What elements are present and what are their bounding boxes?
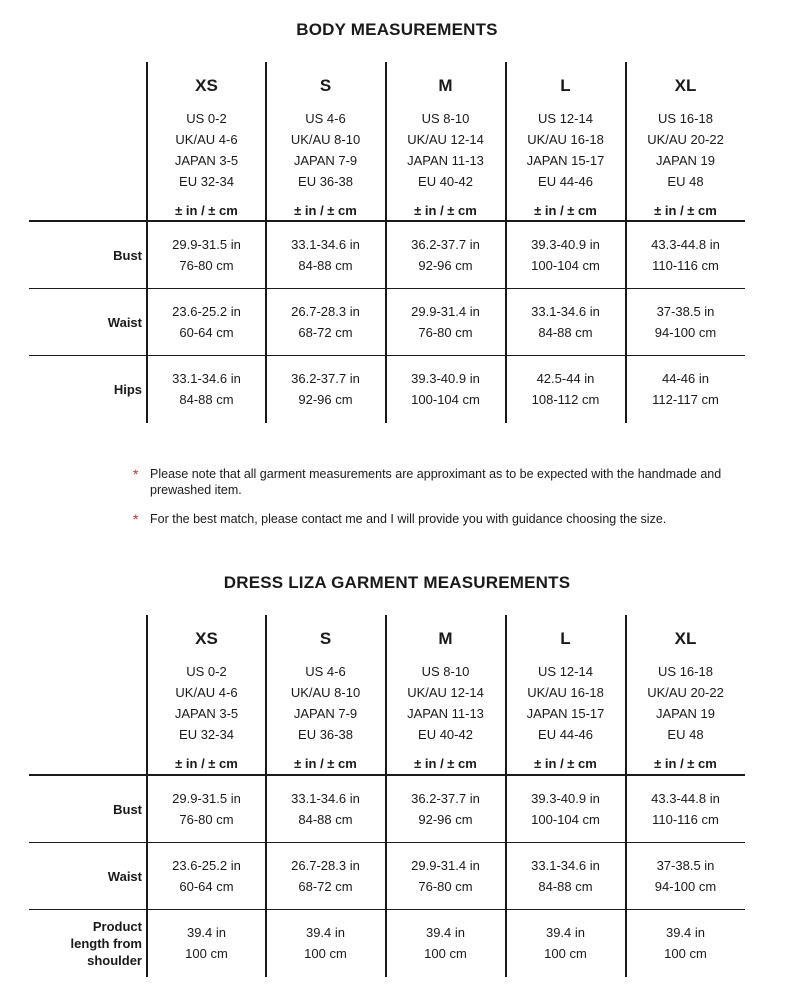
cell-cm: 100-104 cm (531, 258, 600, 273)
size-eu: EU 44-46 (538, 727, 593, 742)
size-uk-au: UK/AU 12-14 (407, 132, 484, 147)
row-label-hips (29, 356, 142, 422)
table-cell (147, 356, 266, 422)
cell-inches: 26.7-28.3 in (291, 304, 360, 319)
size-eu: EU 40-42 (418, 174, 473, 189)
cell-inches: 23.6-25.2 in (172, 858, 241, 873)
cell-cm: 100 cm (304, 946, 347, 961)
size-header-l (506, 74, 625, 220)
table-cell (386, 289, 505, 355)
size-header-s (266, 74, 385, 220)
size-japan: JAPAN 19 (655, 153, 715, 168)
row-label-line: Product (92, 918, 142, 934)
cell-cm: 110-116 cm (652, 812, 719, 827)
size-japan: JAPAN 7-9 (293, 153, 358, 168)
size-name: XL (674, 629, 697, 648)
cell-inches: 39.3-40.9 in (531, 237, 600, 252)
table-cell (506, 289, 625, 355)
table-cell (266, 843, 385, 909)
row-label-product-length (29, 910, 142, 976)
size-japan: JAPAN 11-13 (407, 706, 484, 721)
row-label-text: Bust (113, 247, 142, 263)
row-label-bust (29, 222, 142, 288)
cell-inches: 39.4 in (305, 925, 346, 940)
row-label-text: Waist (107, 868, 142, 884)
cell-cm: 68-72 cm (298, 879, 353, 894)
table-cell (386, 910, 505, 976)
cell-inches: 42.5-44 in (536, 371, 595, 386)
cell-cm: 108-112 cm (531, 392, 600, 407)
size-eu: EU 48 (667, 727, 704, 742)
table-cell (266, 222, 385, 288)
cell-cm: 76-80 cm (179, 258, 234, 273)
cell-inches: 39.3-40.9 in (411, 371, 480, 386)
cell-inches: 33.1-34.6 in (291, 791, 360, 806)
asterisk-marker: * (133, 511, 139, 527)
size-us: US 12-14 (538, 111, 593, 126)
cell-inches: 44-46 in (662, 371, 709, 386)
cell-cm: 100 cm (424, 946, 467, 961)
table-cell (386, 843, 505, 909)
size-us: US 16-18 (658, 111, 713, 126)
cell-cm: 76-80 cm (418, 879, 473, 894)
cell-inches: 29.9-31.4 in (411, 858, 480, 873)
cell-cm: 100-104 cm (411, 392, 480, 407)
row-label-text: Hips (113, 381, 142, 397)
size-uk-au: UK/AU 4-6 (175, 685, 238, 700)
cell-cm: 84-88 cm (179, 392, 234, 407)
size-eu: EU 48 (667, 174, 704, 189)
size-japan: JAPAN 3-5 (174, 706, 239, 721)
row-label-bust (29, 776, 142, 842)
size-header-xs (147, 627, 266, 773)
size-japan: JAPAN 15-17 (526, 153, 605, 168)
cell-inches: 29.9-31.5 in (172, 791, 241, 806)
cell-inches: 33.1-34.6 in (531, 858, 600, 873)
table-cell (626, 910, 745, 976)
size-header-xl (626, 74, 745, 220)
size-japan: JAPAN 11-13 (407, 153, 484, 168)
size-eu: EU 40-42 (418, 727, 473, 742)
unit-label: ± in / ± cm (294, 203, 357, 218)
cell-cm: 84-88 cm (298, 812, 353, 827)
unit-label: ± in / ± cm (175, 756, 238, 771)
size-us: US 4-6 (305, 111, 346, 126)
cell-cm: 76-80 cm (179, 812, 234, 827)
note-text: Please note that all garment measurements are approximant as to be expected with the handmade and prewashed item. (150, 467, 722, 497)
row-label-text: Bust (113, 801, 142, 817)
cell-inches: 36.2-37.7 in (411, 791, 480, 806)
size-japan: JAPAN 19 (655, 706, 715, 721)
cell-cm: 92-96 cm (298, 392, 353, 407)
table-cell (626, 776, 745, 842)
unit-label: ± in / ± cm (414, 203, 477, 218)
cell-inches: 37-38.5 in (656, 304, 715, 319)
unit-label: ± in / ± cm (175, 203, 238, 218)
cell-cm: 92-96 cm (418, 812, 473, 827)
table-cell (506, 222, 625, 288)
asterisk-marker: * (133, 466, 139, 482)
cell-inches: 43.3-44.8 in (651, 237, 720, 252)
size-name: S (319, 76, 332, 95)
table-cell (506, 356, 625, 422)
size-eu: EU 32-34 (179, 727, 234, 742)
cell-inches: 29.9-31.4 in (411, 304, 480, 319)
size-us: US 4-6 (305, 664, 346, 679)
cell-inches: 39.3-40.9 in (531, 791, 600, 806)
cell-cm: 84-88 cm (538, 879, 593, 894)
size-name: M (438, 76, 453, 95)
size-eu: EU 44-46 (538, 174, 593, 189)
cell-cm: 60-64 cm (179, 325, 234, 340)
table-cell (266, 910, 385, 976)
cell-cm: 68-72 cm (298, 325, 353, 340)
size-us: US 8-10 (421, 664, 470, 679)
cell-cm: 84-88 cm (538, 325, 593, 340)
cell-inches: 23.6-25.2 in (172, 304, 241, 319)
unit-label: ± in / ± cm (534, 756, 597, 771)
table-cell (147, 776, 266, 842)
garment-measurements-title: DRESS LIZA GARMENT MEASUREMENTS (223, 573, 571, 592)
table-cell (386, 356, 505, 422)
cell-cm: 60-64 cm (179, 879, 234, 894)
size-name: L (560, 629, 571, 648)
table-cell (626, 289, 745, 355)
size-japan: JAPAN 15-17 (526, 706, 605, 721)
cell-inches: 36.2-37.7 in (411, 237, 480, 252)
table-cell (626, 843, 745, 909)
size-japan: JAPAN 3-5 (174, 153, 239, 168)
row-label-line: length from (70, 935, 142, 951)
table-cell (386, 222, 505, 288)
cell-cm: 84-88 cm (298, 258, 353, 273)
cell-inches: 33.1-34.6 in (531, 304, 600, 319)
size-us: US 8-10 (421, 111, 470, 126)
cell-inches: 33.1-34.6 in (172, 371, 241, 386)
row-label-line: shoulder (87, 952, 142, 968)
cell-cm: 100-104 cm (531, 812, 600, 827)
unit-label: ± in / ± cm (294, 756, 357, 771)
size-header-xl (626, 627, 745, 773)
size-name: M (438, 629, 453, 648)
size-uk-au: UK/AU 16-18 (527, 685, 604, 700)
table-cell (266, 289, 385, 355)
cell-cm: 112-117 cm (652, 392, 719, 407)
table-cell (266, 356, 385, 422)
cell-cm: 76-80 cm (418, 325, 473, 340)
cell-cm: 92-96 cm (418, 258, 473, 273)
cell-inches: 37-38.5 in (656, 858, 715, 873)
row-label-waist (29, 843, 142, 909)
size-uk-au: UK/AU 4-6 (175, 132, 238, 147)
size-eu: EU 32-34 (179, 174, 234, 189)
unit-label: ± in / ± cm (654, 203, 717, 218)
unit-label: ± in / ± cm (534, 203, 597, 218)
size-uk-au: UK/AU 8-10 (290, 132, 361, 147)
size-name: XS (195, 76, 218, 95)
size-eu: EU 36-38 (298, 727, 353, 742)
size-us: US 12-14 (538, 664, 593, 679)
size-uk-au: UK/AU 12-14 (407, 685, 484, 700)
size-header-xs (147, 74, 266, 220)
size-uk-au: UK/AU 16-18 (527, 132, 604, 147)
cell-inches: 39.4 in (186, 925, 227, 940)
table-cell (506, 843, 625, 909)
table-cell (147, 222, 266, 288)
row-label-waist (29, 289, 142, 355)
size-name: XS (195, 629, 218, 648)
size-us: US 16-18 (658, 664, 713, 679)
table-cell (147, 910, 266, 976)
table-cell (386, 776, 505, 842)
table-cell (506, 910, 625, 976)
table-cell (506, 776, 625, 842)
cell-inches: 33.1-34.6 in (291, 237, 360, 252)
unit-label: ± in / ± cm (654, 756, 717, 771)
table-cell (626, 356, 745, 422)
size-uk-au: UK/AU 20-22 (647, 685, 724, 700)
table-cell (626, 222, 745, 288)
cell-inches: 39.4 in (545, 925, 586, 940)
size-name: S (319, 629, 332, 648)
cell-cm: 110-116 cm (652, 258, 719, 273)
cell-inches: 29.9-31.5 in (172, 237, 241, 252)
size-name: L (560, 76, 571, 95)
body-measurements-title: BODY MEASUREMENTS (296, 20, 498, 39)
cell-cm: 100 cm (185, 946, 228, 961)
cell-inches: 43.3-44.8 in (651, 791, 720, 806)
cell-inches: 36.2-37.7 in (291, 371, 360, 386)
cell-inches: 26.7-28.3 in (291, 858, 360, 873)
cell-cm: 100 cm (544, 946, 587, 961)
cell-inches: 39.4 in (425, 925, 466, 940)
size-uk-au: UK/AU 8-10 (290, 685, 361, 700)
cell-cm: 94-100 cm (654, 325, 717, 340)
cell-inches: 39.4 in (665, 925, 706, 940)
table-cell (266, 776, 385, 842)
note-text: For the best match, please contact me and I will provide you with guidance choosing the size. (150, 512, 667, 526)
size-header-m (386, 74, 505, 220)
size-name: XL (674, 76, 697, 95)
table-cell (147, 289, 266, 355)
size-uk-au: UK/AU 20-22 (647, 132, 724, 147)
size-japan: JAPAN 7-9 (293, 706, 358, 721)
cell-cm: 100 cm (664, 946, 707, 961)
size-header-m (386, 627, 505, 773)
size-header-l (506, 627, 625, 773)
note-approximate (133, 466, 753, 498)
note-contact (133, 511, 753, 527)
row-label-text: Waist (107, 314, 142, 330)
unit-label: ± in / ± cm (414, 756, 477, 771)
size-eu: EU 36-38 (298, 174, 353, 189)
size-us: US 0-2 (186, 111, 227, 126)
cell-cm: 94-100 cm (654, 879, 717, 894)
size-us: US 0-2 (186, 664, 227, 679)
table-cell (147, 843, 266, 909)
size-header-s (266, 627, 385, 773)
